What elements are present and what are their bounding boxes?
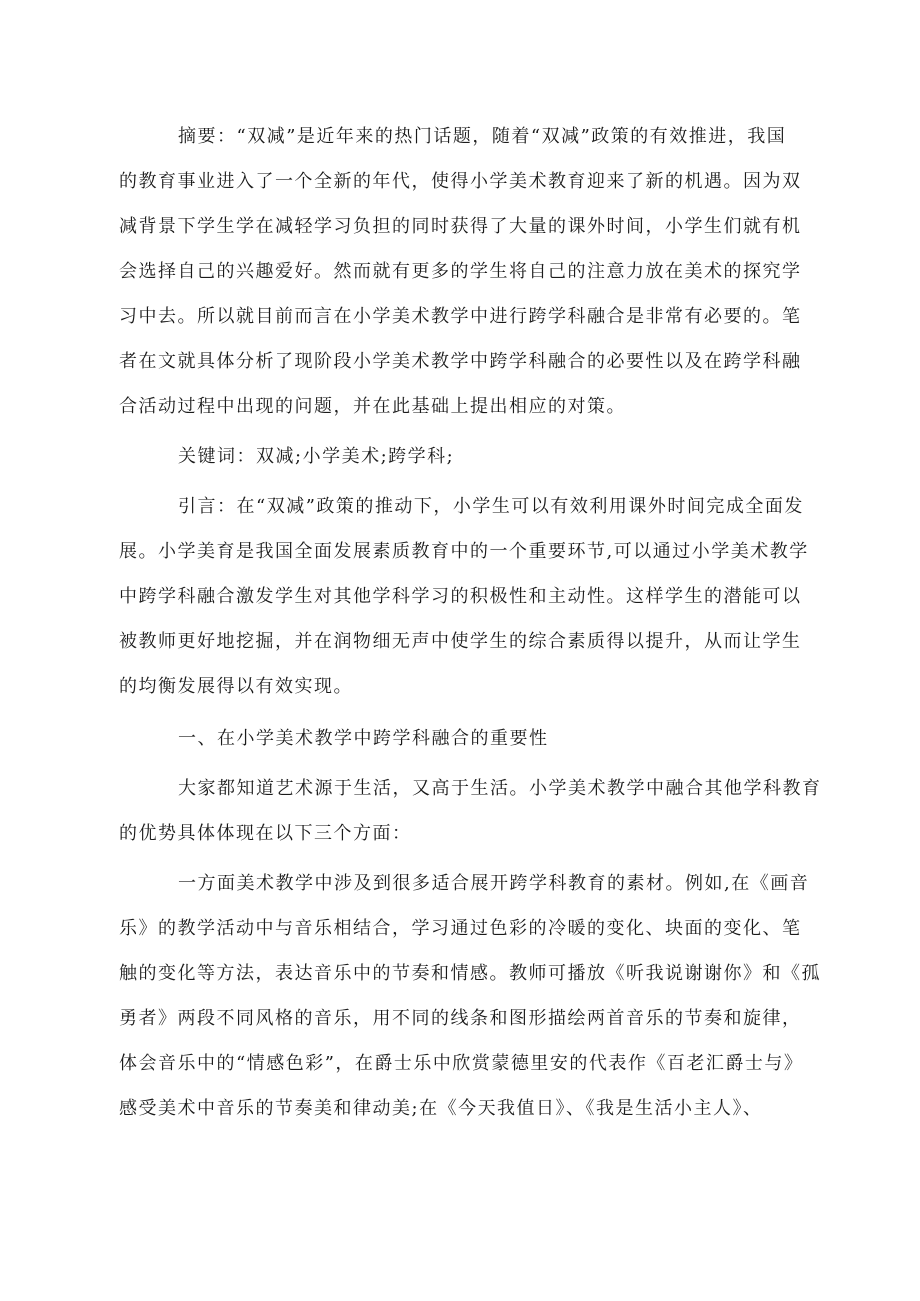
abstract-line-5: 习中去。所以就目前而言在小学美术教学中进行跨学科融合是非常有必要的。笔 bbox=[119, 306, 802, 327]
body-line-7: 体会音乐中的“情感色彩”，在爵士乐中欣赏蒙德里安的代表作《百老汇爵士与》 bbox=[119, 1053, 804, 1074]
abstract-line-1: 摘要：“双减”是近年来的热门话题，随着“双减”政策的有效推进，我国 bbox=[178, 126, 787, 147]
intro-line-5: 的均衡发展得以有效实现。 bbox=[119, 676, 353, 697]
abstract-line-3: 减背景下学生学在减轻学习负担的同时获得了大量的课外时间，小学生们就有机 bbox=[119, 216, 802, 237]
abstract-line-2: 的教育事业进入了一个全新的年代，使得小学美术教育迎来了新的机遇。因为双 bbox=[119, 171, 802, 192]
body-line-1: 大家都知道艺术源于生活，又高于生活。小学美术教学中融合其他学科教育 bbox=[178, 778, 822, 799]
intro-line-1: 引言：在“双减”政策的推动下，小学生可以有效利用课外时间完成全面发 bbox=[178, 496, 804, 517]
body-line-5: 触的变化等方法，表达音乐中的节奏和情感。教师可播放《听我说谢谢你》和《孤 bbox=[119, 963, 821, 984]
section-heading-1: 一、在小学美术教学中跨学科融合的重要性 bbox=[178, 728, 549, 749]
abstract-line-6: 者在文就具体分析了现阶段小学美术教学中跨学科融合的必要性以及在跨学科融 bbox=[119, 351, 802, 372]
keywords-line: 关键词：双减;小学美术;跨学科; bbox=[178, 446, 455, 467]
body-line-6: 勇者》两段不同风格的音乐，用不同的线条和图形描绘两首音乐的节奏和旋律， bbox=[119, 1008, 802, 1029]
body-line-2: 的优势具体体现在以下三个方面： bbox=[119, 823, 412, 844]
body-line-8: 感受美术中音乐的节奏美和律动美;在《今天我值日》、《我是生活小主人》、 bbox=[119, 1098, 763, 1119]
intro-line-2: 展。小学美育是我国全面发展素质教育中的一个重要环节,可以通过小学美术教学 bbox=[119, 541, 809, 562]
abstract-line-7: 合活动过程中出现的问题，并在此基础上提出相应的对策。 bbox=[119, 396, 626, 417]
body-line-3: 一方面美术教学中涉及到很多适合展开跨学科教育的素材。例如,在《画音 bbox=[178, 873, 810, 894]
abstract-line-4: 会选择自己的兴趣爱好。然而就有更多的学生将自己的注意力放在美术的探究学 bbox=[119, 261, 802, 282]
intro-line-3: 中跨学科融合激发学生对其他学科学习的积极性和主动性。这样学生的潜能可以 bbox=[119, 586, 802, 607]
body-line-4: 乐》的教学活动中与音乐相结合，学习通过色彩的冷暖的变化、块面的变化、笔 bbox=[119, 918, 802, 939]
intro-line-4: 被教师更好地挖掘，并在润物细无声中使学生的综合素质得以提升，从而让学生 bbox=[119, 631, 802, 652]
